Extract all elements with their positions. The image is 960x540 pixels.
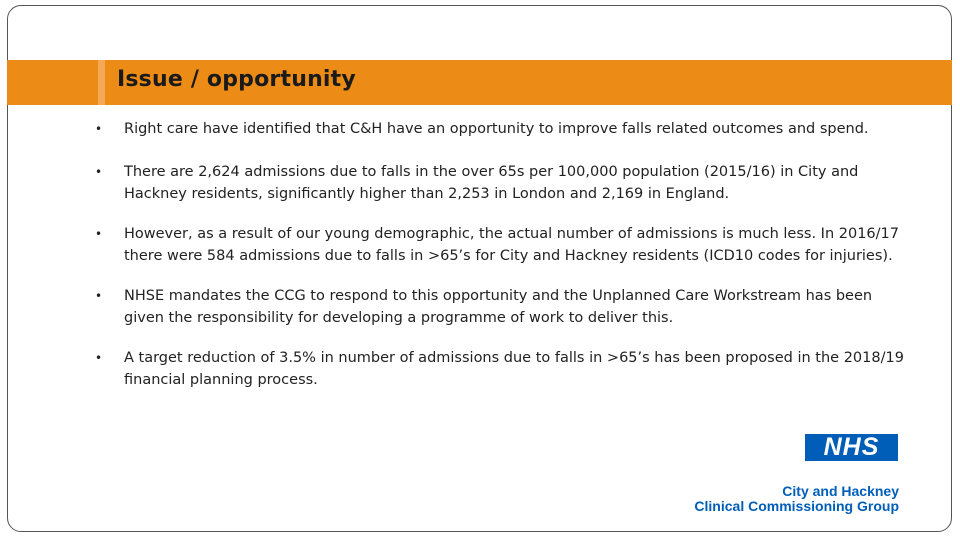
bullet-marker: • — [95, 165, 103, 179]
bullet-list — [95, 118, 905, 409]
bullet-marker: • — [95, 122, 103, 136]
slide-title: Issue / opportunity — [117, 67, 356, 92]
bullet-item — [95, 285, 905, 329]
bullet-item — [95, 161, 905, 205]
bullet-text: NHSE mandates the CCG to respond to this opportunity and the Unplanned Care Workstream has been given the responsibility for developing a programme of work to deliver this. — [124, 288, 873, 326]
bullet-item — [95, 223, 905, 267]
header-accent-strip — [98, 60, 105, 105]
organisation-name — [694, 484, 899, 514]
bullet-marker: • — [95, 227, 103, 241]
bullet-text: A target reduction of 3.5% in number of admissions due to falls in >65’s has been proposed in the 2018/19 financial planning process. — [124, 350, 904, 388]
bullet-text: There are 2,624 admissions due to falls in the over 65s per 100,000 population (2015/16) in City and Hackney residents, significantly higher than 2,253 in London and 2,169 in England. — [124, 164, 859, 202]
bullet-text: Right care have identified that C&H have an opportunity to improve falls related outcomes and spend. — [124, 121, 869, 137]
bullet-text: However, as a result of our young demographic, the actual number of admissions is much less. In 2016/17 there were 584 admissions due to falls in >65’s for City and Hackney residents (ICD10 codes for injuries). — [124, 226, 899, 264]
org-name-line2: Clinical Commissioning Group — [694, 498, 899, 514]
bullet-marker: • — [95, 351, 103, 365]
bullet-marker: • — [95, 289, 103, 303]
bullet-item — [95, 347, 905, 391]
nhs-logo — [805, 434, 898, 461]
bullet-item — [95, 118, 905, 140]
org-name-line1: City and Hackney — [782, 483, 899, 499]
nhs-logo-text: NHS — [823, 433, 880, 461]
